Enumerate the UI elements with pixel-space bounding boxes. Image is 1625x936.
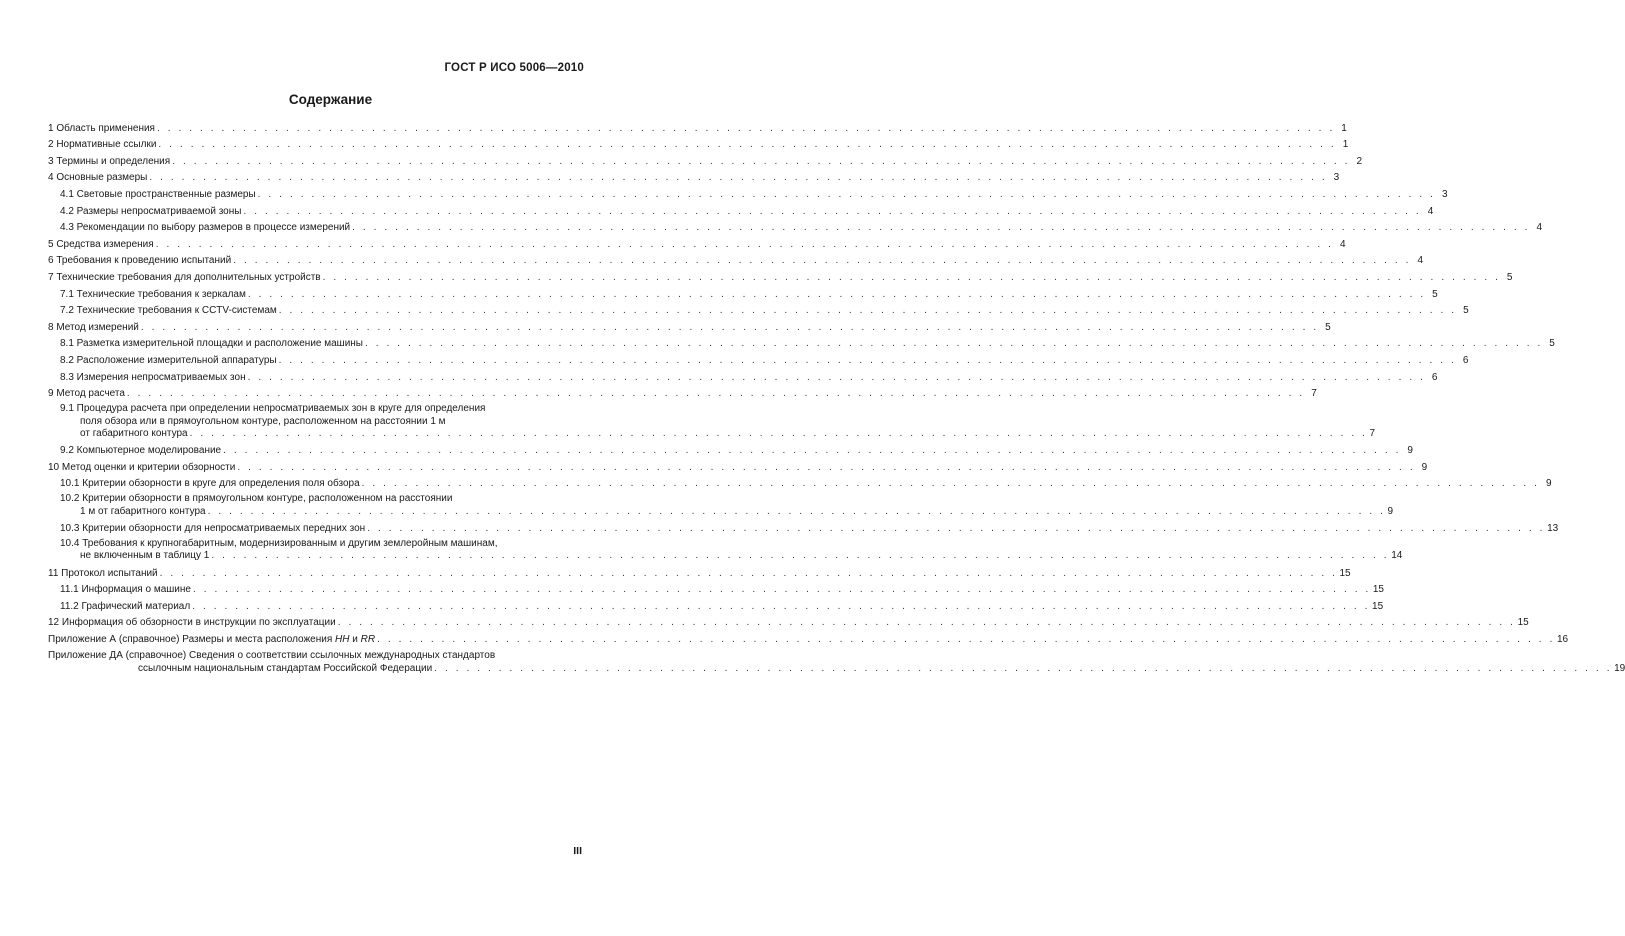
dot-leader: . . . . . . . . . . . . . . . . . . . . . . . . . . . . . . . . . . . . . . . . . . . . . . . . . . . . . . . . . . . . . . . . . . . . . . . . . . . . . . . . . . . . . . . . . . . . . . . . . . . . . . . . . . . . . . xyxy=(361,478,1540,490)
toc-entry-11-1[interactable] xyxy=(48,580,1384,597)
dot-leader: . . . . . . . . . . . . . . . . . . . . . . . . . . . . . . . . . . . . . . . . . . . . . . . . . . . . . . . . . . . . . . . . . . . . . . . . . . . . . . . . . . . . . . . . . . . . . . . . . . . . . . . . . . . . . . xyxy=(247,288,1426,300)
toc-page-number: 9 xyxy=(1407,445,1413,457)
toc-entry-4-2[interactable] xyxy=(48,201,1434,218)
toc-entry-text: 8.2 Расположение измерительной аппаратуры xyxy=(60,354,277,366)
toc-entry-10-1[interactable] xyxy=(48,474,1552,491)
toc-entry-9-2[interactable] xyxy=(48,441,1413,458)
dot-leader: . . . . . . . . . . . . . . . . . . . . . . . . . . . . . . . . . . . . . . . . . . . . . . . . . . . . . . . . . . . . . . . . . . . . . . . . . . . . . . . . . . . . . . . . . . . . . . . . . . . . . . . . . . . . . . xyxy=(158,139,1337,151)
toc-entry-8[interactable] xyxy=(48,317,1331,334)
toc-entry-text: 10 Метод оценки и критерии обзорности xyxy=(48,461,236,473)
dot-leader: . . . . . . . . . . . . . . . . . . . . . . . . . . . . . . . . . . . . . . . . . . . . . . . . . . . . . . . . . . . . . . . . . . . . . . . . . . . . . . . . . . . . . . . . . . . . . . . . . . . . . . . . . . . . . . xyxy=(156,122,1335,134)
toc-entry-text: 6 Требования к проведению испытаний xyxy=(48,255,232,267)
toc-entry-12[interactable] xyxy=(48,613,1529,630)
toc-page-number: 4 xyxy=(1339,238,1346,250)
dot-leader: . . . . . . . . . . . . . . . . . . . . . . . . . . . . . . . . . . . . . . . . . . . . . . . . . . . . . . . . . . . . . . . . . . . . . . . . . . . . . . . . . . . . . . . . . . . . . . . . . . . . . . . . . . . . . . xyxy=(337,617,1516,629)
dot-leader: . . . . . . . . . . . . . . . . . . . . . . . . . . . . . . . . . . . . . . . . . . . . . . . . . . . . . . . . . . . . . . . . . . . . . . . . . . . . . . . . . . . . . . . . . . . . . . . . . . . . . . . . . . . . . . xyxy=(149,172,1328,184)
toc-entry-11[interactable] xyxy=(48,563,1351,580)
dot-leader: . . . . . . . . . . . . . . . . . . . . . . . . . . . . . . . . . . . . . . . . . . . . . . . . . . . . . . . . . . . . . . . . . . . . . . . . . . . . . . . . . . . . . . . . . . . . . . . . . . . . . . . . . . . . . . xyxy=(352,222,1531,234)
toc-entry-9-1[interactable] xyxy=(48,400,1376,441)
toc-page-number: 5 xyxy=(1463,305,1469,317)
toc-entry-4-3[interactable] xyxy=(48,218,1543,235)
appendix-a-hh: HH xyxy=(335,633,350,645)
toc-page-number: 9 xyxy=(1387,505,1394,517)
toc-entry-8-2[interactable] xyxy=(48,350,1469,367)
toc-page-number: 9 xyxy=(1421,461,1428,473)
standard-code: ГОСТ Р ИСО 5006—2010 xyxy=(444,62,584,74)
toc-entry-appendix-a[interactable] xyxy=(48,629,1569,646)
table-of-contents xyxy=(48,118,1625,675)
toc-page-number: 5 xyxy=(1506,271,1513,283)
toc-entry-text-line3: от габаритного контура xyxy=(80,428,188,440)
toc-entry-7-2[interactable] xyxy=(48,301,1469,318)
dot-leader: . . . . . . . . . . . . . . . . . . . . . . . . . . . . . . . . . . . . . . . . . . . . . . . . . . . . . . . . . . . . . . . . . . . . . . . . . . . . . . . . . . . . . . . . . . . . . . . . . . . . . . . . . . . . . . xyxy=(172,155,1351,167)
toc-entry-text-line2: 1 м от габаритного контура xyxy=(80,505,206,517)
toc-entry-11-2[interactable] xyxy=(48,596,1384,613)
toc-entry-text: 9 Метод расчета xyxy=(48,388,125,400)
dot-leader: . . . . . . . . . . . . . . . . . . . . . . . . . . . . . . . . . . . . . . . . . . . . . . . . . . . . . . . . . . . . . . . . . . . . . . . . . . . . . . . . . . . . . . . . . . . . . . . . . . . . . . . . . . . . . . xyxy=(192,584,1371,596)
dot-leader: . . . . . . . . . . . . . . . . . . . . . . . . . . . . . . . . . . . . . . . . . . . . . . . . . . . . . . . . . . . . . . . . . . . . . . . . . . . . . . . . . . . . . . . . . . . . . . . . . . . . . . . . . . . . . . xyxy=(278,305,1457,317)
toc-entry-text: 5 Средства измерения xyxy=(48,238,154,250)
dot-leader: . . . . . . . . . . . . . . . . . . . . . . . . . . . . . . . . . . . . . . . . . . . . . . . . . . . . . . . . . . . . . . . . . . . . . . . . . . . . . . . . . . . . . . . . . . . . . . . . . . . . . . . . . . . . . . xyxy=(247,371,1426,383)
toc-entry-text: 11.1 Информация о машине xyxy=(60,584,191,596)
toc-entry-text: 11 Протокол испытаний xyxy=(48,567,158,579)
toc-entry-text: 4 Основные размеры xyxy=(48,172,148,184)
dot-leader: . . . . . . . . . . . . . . . . . . . . . . . . . . . . . . . . . . . . . . . . . . . . . . . . . . . . . . . . . . . . . . . . . . . . . . . . . . . . . . . . . . . . . . . . . . . . . . . . . . . . . . . . . . . . . . xyxy=(367,522,1546,534)
toc-page-number: 3 xyxy=(1441,188,1448,200)
dot-leader: . . . . . . . . . . . . . . . . . . . . . . . . . . . . . . . . . . . . . . . . . . . . . . . . . . . . . . . . . . . . . . . . . . . . . . . . . . . . . . . . . . . . . . . . . . . . . . . . . . . . . . . . . . . . . . xyxy=(365,338,1543,350)
toc-page-number: 5 xyxy=(1549,338,1555,350)
toc-entry-text-line2: ссылочным национальным стандартам Российской Федерации xyxy=(138,662,433,674)
toc-entry-text xyxy=(48,634,375,646)
dot-leader: . . . . . . . . . . . . . . . . . . . . . . . . . . . . . . . . . . . . . . . . . . . . . . . . . . . . . . . . . . . . . . . . . . . . . . . . . . . . . . . . . . . . . . . . . . . . . . . . . . . . . . . . . . . . . . xyxy=(233,255,1412,267)
toc-page-number: 19 xyxy=(1614,662,1625,674)
toc-entry-10-4[interactable] xyxy=(48,535,1403,563)
toc-entry-10-3[interactable] xyxy=(48,518,1559,535)
toc-entry-appendix-da[interactable] xyxy=(48,646,1625,675)
toc-entry-5[interactable] xyxy=(48,234,1346,251)
toc-page-number: 14 xyxy=(1391,550,1403,562)
dot-leader: . . . . . . . . . . . . . . . . . . . . . . . . . . . . . . . . . . . . . . . . . . . . . . . . . . . . . . . . . . . . . . . . . . . . . . . . . . . . . . . . . . . . . . . . . . . . . . . . . . . . . . . . . . . . . . xyxy=(189,428,1368,440)
toc-entry-4-1[interactable] xyxy=(48,184,1448,201)
toc-entry-1[interactable] xyxy=(48,118,1347,135)
toc-page-number: 4 xyxy=(1427,205,1434,217)
toc-page-number: 7 xyxy=(1311,388,1317,400)
dot-leader: . . . . . . . . . . . . . . . . . . . . . . . . . . . . . . . . . . . . . . . . . . . . . . . . . . . . . . . . . . . . . . . . . . . . . . . . . . . . . . . . . . . . . . . . . . . . . . . . . . . . . . . . . . . . . . xyxy=(243,205,1422,217)
toc-entry-text-line2: поля обзора или в прямоугольном контуре, расположенном на расстоянии 1 м xyxy=(80,415,446,427)
toc-entry-text: 10.1 Критерии обзорности в круге для определения поля обзора xyxy=(60,478,360,490)
dot-leader: . . . . . . . . . . . . . . . . . . . . . . . . . . . . . . . . . . . . . . . . . . . . . . . . . . . . . . . . . . . . . . . . . . . . . . . . . . . . . . . . . . . . . . . . . . . . . . . . . . . . . . . . . . . . . . xyxy=(192,600,1371,612)
toc-page-number: 4 xyxy=(1536,222,1543,234)
toc-page-number: 7 xyxy=(1369,428,1376,440)
page-number: III xyxy=(573,845,582,857)
dot-leader: . . . . . . . . . . . . . . . . . . . . . . . . . . . . . . . . . . . . . . . . . . . . . . . . . . . . . . . . . . . . . . . . . . . . . . . . . . . . . . . . . . . . . . . . . . . . . . . . . . . . . . . . . . . . . . xyxy=(223,445,1401,457)
page-title: Содержание xyxy=(288,92,373,107)
toc-entry-7-1[interactable] xyxy=(48,284,1438,301)
toc-entry-text: 11.2 Графический материал xyxy=(60,600,191,612)
toc-entry-text: 7 Технические требования для дополнительных устройств xyxy=(48,271,321,283)
toc-entry-text-line1: Приложение ДА (справочное) Сведения о соответствии ссылочных международных стандартов xyxy=(48,649,496,661)
toc-entry-7[interactable] xyxy=(48,267,1513,284)
toc-entry-text: 1 Область применения xyxy=(48,122,155,134)
toc-page-number: 5 xyxy=(1432,288,1438,300)
toc-entry-2[interactable] xyxy=(48,135,1349,152)
toc-entry-text: 12 Информация об обзорности в инструкции по эксплуатации xyxy=(48,617,336,629)
toc-page-number: 13 xyxy=(1547,522,1559,534)
dot-leader: . . . . . . . . . . . . . . . . . . . . . . . . . . . . . . . . . . . . . . . . . . . . . . . . . . . . . . . . . . . . . . . . . . . . . . . . . . . . . . . . . . . . . . . . . . . . . . . . . . . . . . . . . . . . . . xyxy=(322,271,1501,283)
toc-entry-text: 4.3 Рекомендации по выбору размеров в процессе измерений xyxy=(60,222,351,234)
toc-page-number: 15 xyxy=(1517,617,1529,629)
toc-entry-9[interactable] xyxy=(48,384,1317,401)
dot-leader: . . . . . . . . . . . . . . . . . . . . . . . . . . . . . . . . . . . . . . . . . . . . . . . . . . . . . . . . . . . . . . . . . . . . . . . . . . . . . . . . . . . . . . . . . . . . . . . . . . . . . . . . . . . . . . xyxy=(155,238,1334,250)
toc-entry-text: 8.3 Измерения непросматриваемых зон xyxy=(60,371,246,383)
dot-leader: . . . . . . . . . . . . . . . . . . . . . . . . . . . . . . . . . . . . . . . . . . . . . . . . . . . . . . . . . . . . . . . . . . . . . . . . . . . . . . . . . . . . . . . . . . . . . . . . . . . . . . . . . . . . . . xyxy=(207,505,1386,517)
toc-entry-text-line1: 10.4 Требования к крупногабаритным, модернизированным и другим землеройным машинам, xyxy=(60,537,498,549)
toc-entry-text: 4.1 Световые пространственные размеры xyxy=(60,188,256,200)
dot-leader: . . . . . . . . . . . . . . . . . . . . . . . . . . . . . . . . . . . . . . . . . . . . . . . . . . . . . . . . . . . . . . . . . . . . . . . . . . . . . . . . . . . . . . . . . . . . . . . . . . . . . . . . . . . . . . xyxy=(434,662,1613,674)
appendix-a-rr: RR xyxy=(360,633,376,645)
dot-leader: . . . . . . . . . . . . . . . . . . . . . . . . . . . . . . . . . . . . . . . . . . . . . . . . . . . . . . . . . . . . . . . . . . . . . . . . . . . . . . . . . . . . . . . . . . . . . . . . . . . . . . . . . . . . . . xyxy=(237,461,1416,473)
toc-page-number: 4 xyxy=(1417,255,1424,267)
appendix-a-and: и xyxy=(349,633,361,645)
toc-page-number: 16 xyxy=(1556,633,1569,645)
toc-entry-text: 7.2 Технические требования к CCTV-системам xyxy=(60,305,277,317)
toc-entry-4[interactable] xyxy=(48,168,1340,185)
toc-entry-text-line2: не включенным в таблицу 1 xyxy=(80,550,210,562)
toc-entry-3[interactable] xyxy=(48,151,1363,168)
toc-page-number: 1 xyxy=(1342,139,1349,151)
dot-leader: . . . . . . . . . . . . . . . . . . . . . . . . . . . . . . . . . . . . . . . . . . . . . . . . . . . . . . . . . . . . . . . . . . . . . . . . . . . . . . . . . . . . . . . . . . . . . . . . . . . . . . . . . . . . . . xyxy=(257,188,1436,200)
toc-page-number: 15 xyxy=(1372,584,1384,596)
toc-page-number: 6 xyxy=(1462,354,1469,366)
toc-page-number: 9 xyxy=(1545,478,1552,490)
toc-entry-text: 4.2 Размеры непросматриваемой зоны xyxy=(60,205,242,217)
toc-entry-text-line1: 9.1 Процедура расчета при определении непросматриваемых зон в круге для определения xyxy=(60,403,486,415)
toc-entry-text: 2 Нормативные ссылки xyxy=(48,139,157,151)
toc-page-number: 3 xyxy=(1333,172,1340,184)
toc-page-number: 5 xyxy=(1325,321,1331,333)
toc-entry-text: 9.2 Компьютерное моделирование xyxy=(60,445,222,457)
toc-entry-text: 8.1 Разметка измерительной площадки и расположение машины xyxy=(60,338,363,350)
toc-entry-text-line1: 10.2 Критерии обзорности в прямоугольном контуре, расположенном на расстоянии xyxy=(60,493,453,505)
toc-entry-8-1[interactable] xyxy=(48,334,1555,351)
dot-leader: . . . . . . . . . . . . . . . . . . . . . . . . . . . . . . . . . . . . . . . . . . . . . . . . . . . . . . . . . . . . . . . . . . . . . . . . . . . . . . . . . . . . . . . . . . . . . . . . . . . . . . . . . . . . . . xyxy=(159,567,1338,579)
toc-entry-6[interactable] xyxy=(48,251,1424,268)
dot-leader: . . . . . . . . . . . . . . . . . . . . . . . . . . . . . . . . . . . . . . . . . . . . . . . . . . . . . . . . . . . . . . . . . . . . . . . . . . . . . . . . . . . . . . . . . . . . . . . . . . . . . . . . . . . . . . xyxy=(278,354,1457,366)
dot-leader: . . . . . . . . . . . . . . . . . . . . . . . . . . . . . . . . . . . . . . . . . . . . . . . . . . . . . . . . . . . . . . . . . . . . . . . . . . . . . . . . . . . . . . . . . . . . . . . . . . . . . . . . . . . . . . xyxy=(211,550,1390,562)
dot-leader: . . . . . . . . . . . . . . . . . . . . . . . . . . . . . . . . . . . . . . . . . . . . . . . . . . . . . . . . . . . . . . . . . . . . . . . . . . . . . . . . . . . . . . . . . . . . . . . . . . . . . . . . . . . . . . xyxy=(126,388,1305,400)
toc-entry-text: 7.1 Технические требования к зеркалам xyxy=(60,288,246,300)
toc-entry-text: 10.3 Критерии обзорности для непросматриваемых передних зон xyxy=(60,522,366,534)
toc-entry-10-2[interactable] xyxy=(48,490,1394,518)
dot-leader: . . . . . . . . . . . . . . . . . . . . . . . . . . . . . . . . . . . . . . . . . . . . . . . . . . . . . . . . . . . . . . . . . . . . . . . . . . . . . . . . . . . . . . . . . . . . . . . . . . . . . . . . . . . . . . xyxy=(377,633,1555,645)
toc-page-number: 15 xyxy=(1372,600,1384,612)
toc-page-number: 6 xyxy=(1431,371,1438,383)
toc-entry-text: 3 Термины и определения xyxy=(48,155,171,167)
toc-page-number: 2 xyxy=(1356,155,1363,167)
toc-entry-10[interactable] xyxy=(48,457,1428,474)
toc-entry-text: 8 Метод измерений xyxy=(48,321,139,333)
toc-entry-8-3[interactable] xyxy=(48,367,1438,384)
toc-page-number: 1 xyxy=(1341,122,1347,134)
dot-leader: . . . . . . . . . . . . . . . . . . . . . . . . . . . . . . . . . . . . . . . . . . . . . . . . . . . . . . . . . . . . . . . . . . . . . . . . . . . . . . . . . . . . . . . . . . . . . . . . . . . . . . . . . . . . . . xyxy=(140,321,1319,333)
toc-page-number: 15 xyxy=(1339,567,1351,579)
appendix-a-prefix: Приложение А (справочное) Размеры и места расположения xyxy=(48,633,336,645)
